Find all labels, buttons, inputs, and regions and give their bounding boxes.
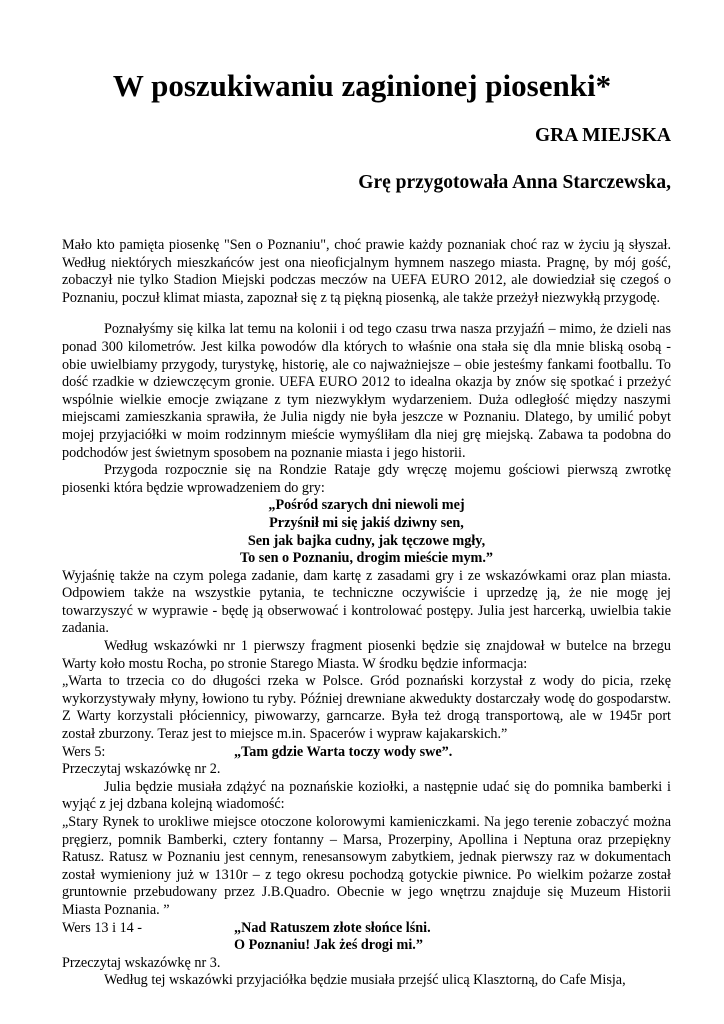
verse-5-row — [62, 744, 671, 762]
friendship-paragraph: Poznałyśmy się kilka lat temu na kolonii i od tego czasu trwa nasza przyjaźń – mimo, że dzieli nas ponad 300 kilometrów. Jest kilka powodów dla których to właśnie ona stała się dla mnie bliską osobą - obie uwielbiamy przygody, turystykę, historię, ale co najważniejsze – obie jesteśmy fankami footballu. To dość rzadkie w dziewczęcym gronie. UEFA EURO 2012 to idealna okazja by znów się spotkać i przeżyć wspólnie wielkie emocje związane z tym niezwykłym wydarzeniem. Duża odległość między naszymi miejscami zamieszkania sprawiła, że Julia nigdy nie była jeszcze w Poznaniu. Dlatego, by umilić pobyt mojej przyjaciółki w moim rodzinnym mieście wymyśliłam dla niej grę miejską. Zabawa ta podobna do podchodów jest świetnym sposobem na poznanie miasta i jego historii. — [62, 321, 671, 461]
paragraph-gap — [62, 307, 671, 321]
verse-14-row — [62, 937, 671, 955]
document-body — [62, 237, 671, 990]
adventure-start-paragraph: Przygoda rozpocznie się na Rondzie Rataje gdy wręczę mojemu gościowi pierwszą zwrotkę piosenki która będzie wprowadzeniem do gry: — [62, 462, 671, 496]
rynek-quote: „Stary Rynek to urokliwe miejsce otoczone kolorowymi kamieniczkami. Na jego terenie zobaczyć można pręgierz, pomnik Bamberki, cztery fontanny – Marsa, Prozerpiny, Apollina i Neptuna oraz przepiękny Ratusz. Ratusz w Poznaniu jest cennym, renesansowym zabytkiem, jednak pierwszy raz w dokumentach został wymieniony już w 1310r – z tego okresu pochodzą gotyckie piwnice. Po wielkim pożarze został gruntownie przebudowany przez J.B.Quadro. Obecnie w jego wnętrzu znajduje się Muzeum Historii Miasta Poznania. ” — [62, 814, 671, 918]
read-clue-2: Przeczytaj wskazówkę nr 2. — [62, 761, 221, 778]
rules-paragraph: Wyjaśnię także na czym polega zadanie, dam kartę z zasadami gry i ze wskazówkami oraz plan miasta. Odpowiem także na wszystkie pytania, te techniczne oczywiście i uprzedzę ją, że nie mogę jej towarzyszyć w wyprawie - będę ją obserwować i kontrolować postępy. Julia jest harcerką, uwielbia takie zadania. — [62, 567, 671, 637]
verse-text: „Tam gdzie Warta toczy wody swe”. — [234, 743, 453, 760]
stanza-line: To sen o Poznaniu, drogim mieście mym.” — [239, 550, 493, 567]
clue-2-paragraph: Julia będzie musiała zdążyć na poznańskie koziołki, a następnie udać się do pomnika bamberki i wyjąć z jej dzbana kolejną wiadomość: — [62, 778, 671, 813]
verse-label: Wers 5: — [62, 743, 106, 760]
verse-text: O Poznaniu! Jak żeś drogi mi.” — [234, 937, 423, 954]
read-clue-3: Przeczytaj wskazówkę nr 3. — [62, 954, 221, 971]
author-line: Grę przygotowała Anna Starczewska, — [358, 172, 671, 193]
document-title: W poszukiwaniu zaginionej piosenki* — [112, 68, 612, 103]
verse-label: Wers 13 i 14 - — [62, 919, 143, 936]
stanza-line: „Pośród szarych dni niewoli mej — [268, 497, 465, 514]
document-subtitle: GRA MIEJSKA — [535, 125, 671, 146]
stanza-line: Przyśnił mi się jakiś dziwny sen, — [269, 514, 464, 531]
clue-3-paragraph: Według tej wskazówki przyjaciółka będzie musiała przejść ulicą Klasztorną, do Cafe Misja, — [104, 972, 626, 989]
verse-text: „Nad Ratuszem złote słońce lśni. — [234, 919, 431, 936]
verse-label-spacer — [62, 937, 234, 955]
verse-13-row — [62, 920, 671, 938]
intro-paragraph: Mało kto pamięta piosenkę "Sen o Poznaniu", choć prawie każdy poznaniak choć raz w życiu ją słyszał. Według niektórych mieszkańców jest ona nieoficjalnym hymnem naszego miasta. Pragnę, by mój gość, zobaczył nie tylko Stadion Miejski podczas meczów na UEFA EURO 2012, ale dowiedział się czegoś o Poznaniu, poczuł klimat miasta, zapoznał się z tą piękną piosenką, ale także przeżył niezwykłą przygodę. — [62, 237, 671, 306]
stanza-line: Sen jak bajka cudny, jak tęczowe mgły, — [247, 532, 486, 549]
warta-quote: „Warta to trzecia co do długości rzeka w Polsce. Gród poznański korzystał z wody do picia, rzekę wykorzystywały młyny, łowiono tu ryby. Później drewniane akwedukty dostarczały wodę do gospodarstw. Z Warty korzystali płóciennicy, piwowarzy, garncarze. Była też drogą transportową, ale w 1945r port został zburzony. Teraz jest to miejsce m.in. Spacerów i wypraw kajakarskich.” — [62, 673, 671, 743]
clue-1-paragraph: Według wskazówki nr 1 pierwszy fragment piosenki będzie się znajdował w butelce na brzegu Warty koło mostu Rocha, po stronie Starego Miasta. W środku będzie informacja: — [62, 638, 671, 672]
